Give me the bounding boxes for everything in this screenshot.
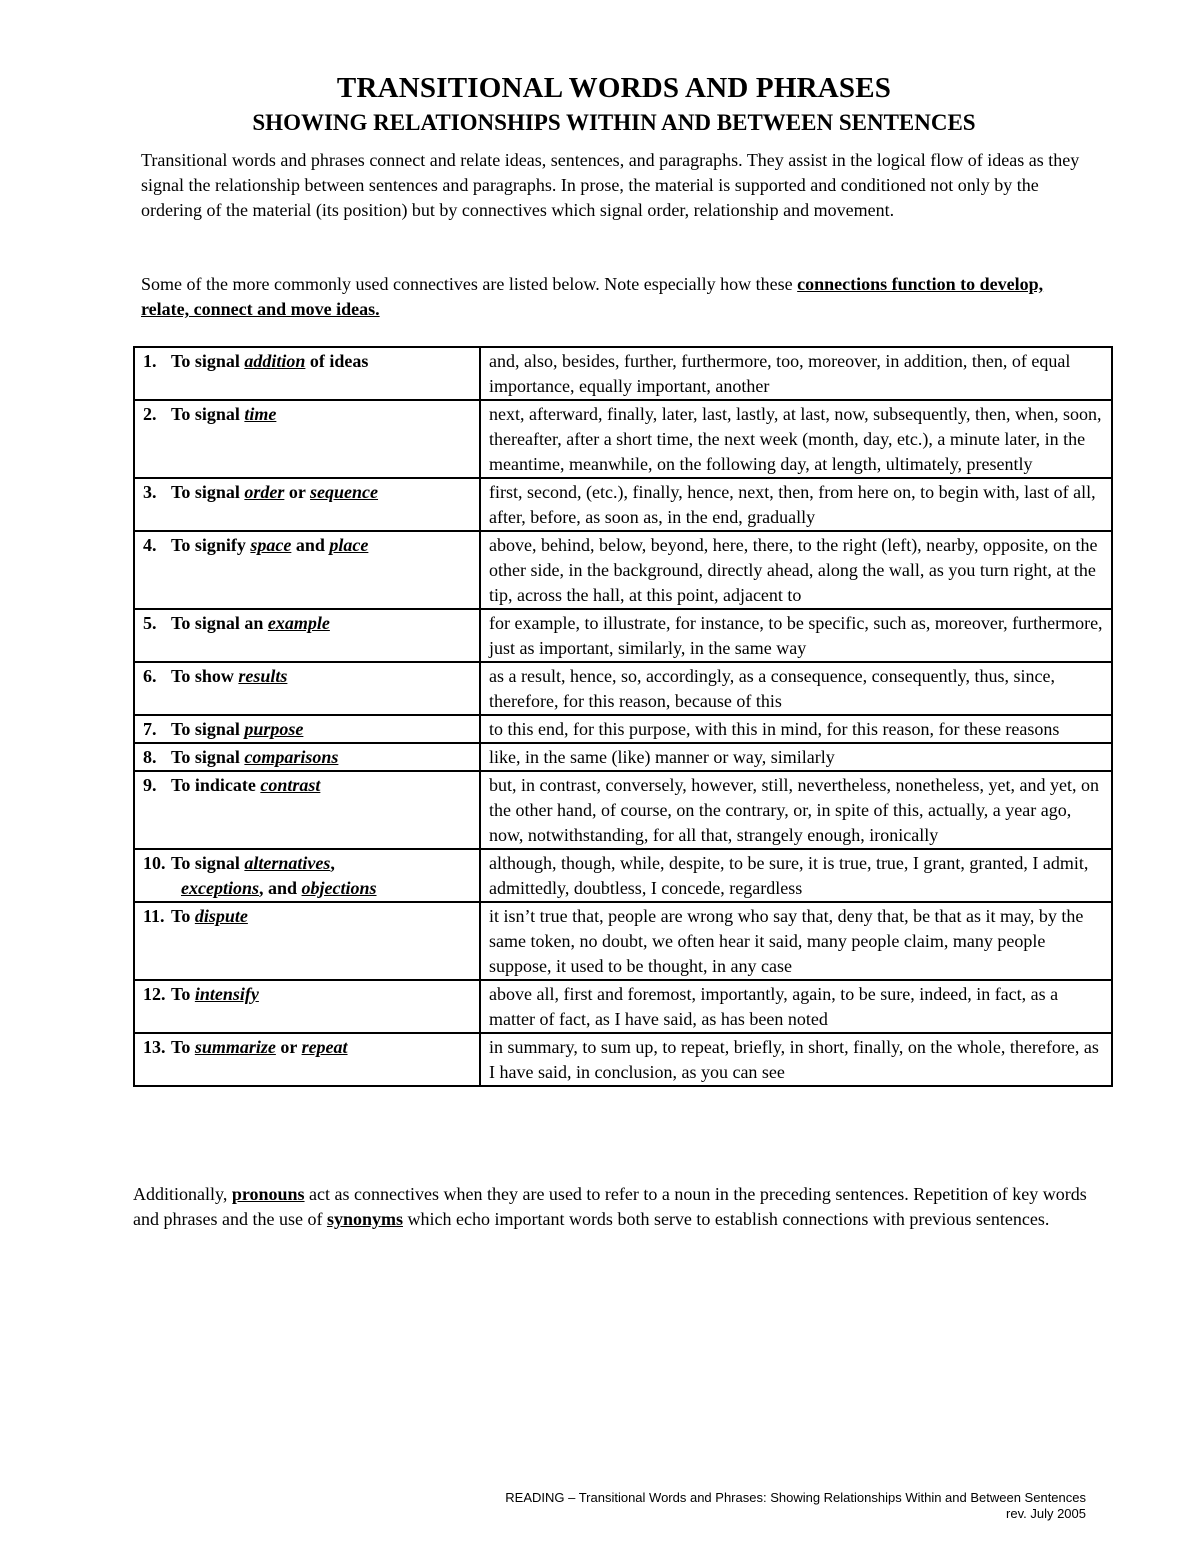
row-number: 12. [143,984,166,1004]
row-label-pre: To signify [171,535,251,555]
row-label-mid: of ideas [305,351,369,371]
row-keyword-4: objections [301,878,377,898]
row-keyword: comparisons [244,747,339,767]
row-label-line [143,719,303,739]
row-label-line [143,666,287,686]
row-label-cell [134,400,480,478]
row-words-cell: above all, first and foremost, importantly, again, to be sure, indeed, in fact, as a matter of fact, as I have said, as has been noted [480,980,1112,1033]
row-keyword-2: sequence [310,482,379,502]
outro-paragraph [133,1182,1093,1232]
outro-text-3: which echo important words both serve to establish connections with previous sentences. [402,1209,1050,1229]
lead-emphasis: connections function to develop, relate, connect and move ideas. [141,274,1044,319]
table-row [134,771,1112,849]
table-row [134,662,1112,715]
row-label-pre: To [171,906,195,926]
row-words-cell: next, afterward, finally, later, last, lastly, at last, now, subsequently, then, when, soon, thereafter, after a short time, the next week (month, day, etc.), a minute later, in the meantime, meanwhile, on the following day, at length, ultimately, presently [480,400,1112,478]
row-label-pre: To signal [171,482,245,502]
table-row [134,743,1112,771]
row-keyword: summarize [194,1037,276,1057]
row-words-cell: first, second, (etc.), finally, hence, next, then, from here on, to begin with, last of all, after, before, as soon as, in the end, gradually [480,478,1112,531]
lead-text: Some of the more commonly used connectives are listed below. Note especially how these [141,274,798,294]
outro-text-1: Additionally, [133,1184,232,1204]
row-label-cell [134,743,480,771]
page-title: TRANSITIONAL WORDS AND PHRASES [336,72,892,104]
row-number: 7. [143,719,157,739]
footer-line-1: READING – Transitional Words and Phrases: Showing Relationships Within and Between Sentences [505,1490,1086,1505]
row-keyword: dispute [194,906,248,926]
row-keyword: time [244,404,277,424]
outro-text-2: act as connectives when they are used to refer to a noun in the preceding sentences. Repetition of key words and phrases and the use of [133,1184,1087,1229]
lead-paragraph [141,272,1091,322]
row-label-cont-mid: , and [259,878,302,898]
row-label-cell [134,902,480,980]
outro-keyword-synonyms: synonyms [326,1209,403,1229]
row-label-pre: To signal [171,853,245,873]
row-keyword-3: exceptions [181,878,259,898]
page-footer [505,1490,1086,1522]
intro-paragraph: Transitional words and phrases connect and relate ideas, sentences, and paragraphs. They assist in the logical flow of ideas as they signal the relationship between sentences and paragraphs. In prose, the material is supported and conditioned not only by the ordering of the material (its position) but by connectives which signal order, relationship and movement. [141,150,1080,220]
row-label-cell [134,849,480,902]
row-label-line [143,535,368,555]
row-label-pre: To signal [171,719,245,739]
row-words-cell: to this end, for this purpose, with this in mind, for this reason, for these reasons [480,715,1112,743]
row-label-mid: or [284,482,311,502]
row-number: 6. [143,666,157,686]
row-label-cell [134,980,480,1033]
row-label-pre: To signal an [171,613,268,633]
row-label-cell [134,771,480,849]
row-label-pre: To signal [171,404,245,424]
row-label-line [143,747,338,767]
row-label-cell [134,1033,480,1086]
row-number: 1. [143,351,157,371]
row-words-cell: like, in the same (like) manner or way, similarly [480,743,1112,771]
row-number: 8. [143,747,157,767]
row-words-cell: as a result, hence, so, accordingly, as a consequence, consequently, thus, since, therefore, for this reason, because of this [480,662,1112,715]
row-label-mid: and [291,535,330,555]
table-row [134,902,1112,980]
row-label-cell [134,531,480,609]
row-keyword: addition [244,351,306,371]
row-label-line [143,906,248,926]
connectives-table [133,346,1113,1087]
connectives-table-body [134,347,1112,1086]
row-label-pre: To show [171,666,239,686]
outro-keyword-pronouns: pronouns [231,1184,305,1204]
row-words-cell: but, in contrast, conversely, however, still, nevertheless, nonetheless, yet, and yet, on the other hand, of course, on the contrary, or, in spite of this, actually, a year ago, now, notwithstanding, for all that, strangely enough, ironically [480,771,1112,849]
row-label-cell [134,715,480,743]
row-keyword-2: place [329,535,369,555]
row-number: 11. [143,906,165,926]
row-words-cell: for example, to illustrate, for instance, to be specific, such as, moreover, furthermore, just as important, similarly, in the same way [480,609,1112,662]
row-label-line [143,482,378,502]
row-words-cell: although, though, while, despite, to be sure, it is true, true, I grant, granted, I admit, admittedly, doubtless, I concede, regardless [480,849,1112,902]
row-label-pre: To signal [171,747,245,767]
footer-line-2: rev. July 2005 [1006,1506,1086,1521]
row-number: 3. [143,482,157,502]
row-keyword: purpose [244,719,304,739]
row-keyword: space [250,535,292,555]
row-label-cell [134,347,480,400]
row-words-cell: and, also, besides, further, furthermore, too, moreover, in addition, then, of equal importance, equally important, another [480,347,1112,400]
row-number: 5. [143,613,157,633]
table-row [134,531,1112,609]
table-row [134,980,1112,1033]
row-label-line [143,1037,348,1057]
row-label-continuation [143,876,473,901]
row-label-cell [134,478,480,531]
row-label-line [143,404,276,424]
table-row [134,1033,1112,1086]
row-keyword: alternatives [244,853,331,873]
table-row [134,609,1112,662]
row-keyword: results [238,666,288,686]
table-row [134,849,1112,902]
row-words-cell: above, behind, below, beyond, here, there, to the right (left), nearby, opposite, on the other side, in the background, directly ahead, along the wall, as you turn right, at the tip, across the hall, at this point, adjacent to [480,531,1112,609]
row-number: 13. [143,1037,166,1057]
row-label-pre: To indicate [171,775,261,795]
row-label-pre: To [171,984,195,1004]
row-number: 9. [143,775,157,795]
row-number: 2. [143,404,157,424]
table-row [134,347,1112,400]
row-keyword: contrast [260,775,321,795]
row-number: 4. [143,535,157,555]
row-label-line [143,853,335,873]
row-label-cell [134,662,480,715]
row-label-mid: , [330,853,335,873]
table-row [134,715,1112,743]
table-row [134,400,1112,478]
row-keyword: intensify [194,984,259,1004]
row-number: 10. [143,853,166,873]
row-words-cell: it isn’t true that, people are wrong who say that, deny that, be that as it may, by the same token, no doubt, we often hear it said, many people claim, many people suppose, it used to be thought, in any case [480,902,1112,980]
row-keyword: order [244,482,285,502]
row-label-line [143,775,320,795]
row-label-line [143,984,259,1004]
row-label-pre: To signal [171,351,245,371]
row-keyword: example [267,613,330,633]
table-row [134,478,1112,531]
row-label-cell [134,609,480,662]
row-label-line [143,351,368,371]
page-subtitle: SHOWING RELATIONSHIPS WITHIN AND BETWEEN SENTENCES [252,110,976,135]
row-label-pre: To [171,1037,195,1057]
row-keyword-2: repeat [301,1037,348,1057]
row-label-mid: or [275,1037,302,1057]
row-label-line [143,613,330,633]
row-words-cell: in summary, to sum up, to repeat, briefly, in short, finally, on the whole, therefore, as I have said, in conclusion, as you can see [480,1033,1112,1086]
